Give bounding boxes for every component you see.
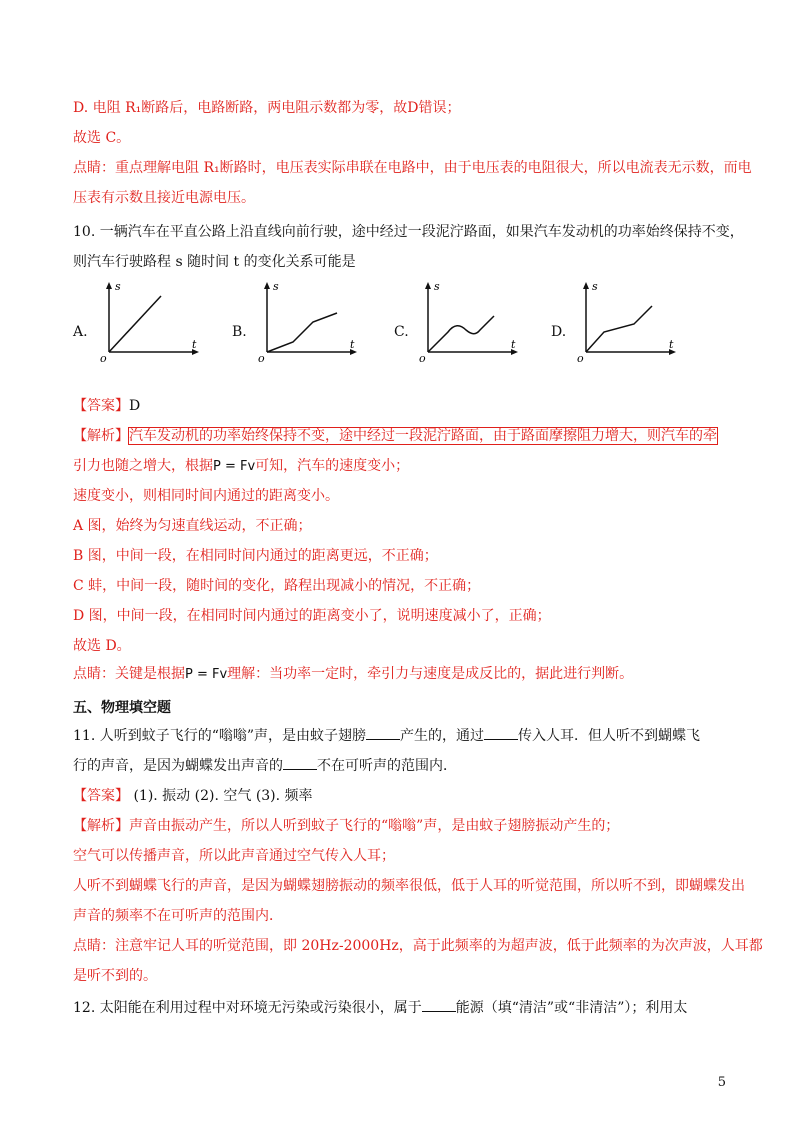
q11-part-a: 11. 人听到蚊子飞行的“嗡嗡”声，是由蚊子翅膀 (73, 728, 367, 744)
blank-1 (366, 727, 400, 740)
analysis-11-line-4: 声音的频率不在可听声的范围内． (73, 908, 283, 924)
formula-p-fv: P = Fv (213, 459, 256, 474)
analysis-11-line-2: 空气可以传播声音，所以此声音通过空气传入人耳； (73, 848, 395, 864)
answer-11-value: (1). 振动 (2). 空气 (3). 频率 (129, 788, 313, 804)
analysis-11-text: 声音由振动产生，所以人听到蚊子飞行的“嗡嗡”声，是由蚊子翅膀振动产生的； (129, 818, 620, 834)
graph-d-label: D. (551, 324, 567, 340)
analysis-10-line-3: 速度变小，则相同时间内通过的距离变小。 (73, 488, 339, 504)
graph-c (414, 280, 567, 370)
graph-a (95, 280, 245, 370)
graph-a-t-label: t (192, 338, 197, 351)
graph-c-s-label: s (434, 280, 440, 293)
graph-c-t-label: t (511, 338, 516, 351)
section-heading: 五、物理填空题 (73, 700, 171, 716)
answer-11-tag: 【答案】 (73, 788, 129, 804)
graph-a-label: A. (73, 324, 88, 340)
graph-b-t-label: t (350, 338, 355, 351)
graph-d-t-label: t (669, 338, 674, 351)
analysis-10-c: C 蚌，中间一段，随时间的变化，路程出现减小的情况，不正确； (73, 578, 481, 594)
graph-d-s-label: s (592, 280, 598, 293)
q11-part-d: 行的声音，是因为蝴蝶发出声音的 (73, 758, 283, 774)
analysis-text-b: 可知，汽车的速度变小； (255, 458, 410, 474)
analysis-10-a: A 图，始终为匀速直线运动，不正确； (73, 518, 312, 534)
text-line-d: D. 电阻 R₁断路后，电路断路，两电阻示数都为零，故D错误； (73, 100, 461, 116)
tip-text-a: 点睛：关键是根据 (73, 666, 185, 682)
answer-11 (73, 786, 313, 806)
graph-d (572, 280, 722, 370)
q11-part-b: 产生的，通过 (400, 728, 485, 744)
formula-p-fv-2: P = Fv (185, 667, 228, 682)
graph-a-origin-label: o (100, 352, 107, 365)
analysis-10-b: B 图，中间一段，在相同时间内通过的距离更远，不正确； (73, 548, 438, 564)
graph-c-origin-label: o (419, 352, 426, 365)
answer-10 (73, 396, 140, 416)
analysis-10-choose: 故选 D。 (73, 638, 131, 654)
question-11-line-2 (73, 756, 457, 776)
question-11-line-1 (73, 726, 700, 746)
blank-4 (422, 999, 456, 1012)
tip-10 (73, 664, 633, 685)
blank-2 (484, 727, 518, 740)
analysis-11-tag: 【解析】 (73, 818, 129, 834)
analysis-text: 汽车发动机的功率始终保持不变，途中经过一段泥泞路面，由于路面摩擦阻力增大，则汽车的牵 (129, 428, 717, 444)
analysis-11-line-3: 人听不到蝴蝶飞行的声音，是因为蝴蝶翅膀振动的频率很低，低于人耳的听觉范围，所以听不到，即蝴蝶发出 (73, 878, 745, 894)
q12-part-b: 能源（填“清洁”或“非清洁”）；利用太 (455, 1000, 688, 1016)
analysis-tag: 【解析】 (73, 428, 129, 444)
page-number: 5 (717, 1075, 726, 1090)
tip-11-line-2: 是听不到的。 (73, 968, 157, 984)
analysis-11-line-1 (73, 816, 619, 836)
graph-b (253, 280, 403, 370)
text-line-tip-1: 点睛：重点理解电阻 R₁断路时，电压表实际串联在电路中，由于电压表的电阻很大，所以电流表无示数，而电 (73, 160, 752, 176)
text-line-tip-2: 压表有示数且接近电源电压。 (73, 190, 255, 206)
graph-b-label: B. (232, 324, 247, 340)
tip-text-b: 理解：当功率一定时，牵引力与速度是成反比的，据此进行判断。 (227, 666, 634, 682)
text-line-choose-c: 故选 C。 (73, 130, 131, 146)
graph-d-origin-label: o (577, 352, 584, 365)
graph-b-origin-label: o (258, 352, 265, 365)
q12-part-a: 12. 太阳能在利用过程中对环境无污染或污染很小，属于 (73, 1000, 422, 1016)
question-12-line-1 (73, 998, 687, 1018)
analysis-10-line-2 (73, 456, 409, 477)
q11-part-e: 不在可听声的范围内． (317, 758, 457, 774)
graph-c-label: C. (394, 324, 409, 340)
tip-11-line-1: 点睛：注意牢记人耳的听觉范围，即 20Hz-2000Hz，高于此频率的为超声波，低于此频率的为次声波，人耳都 (73, 938, 763, 954)
analysis-10-line-1 (73, 426, 717, 446)
graph-b-s-label: s (273, 280, 279, 293)
question-10-line-1: 10. 一辆汽车在平直公路上沿直线向前行驶，途中经过一段泥泞路面，如果汽车发动机的功率始终保持不变， (73, 224, 744, 240)
analysis-text-a: 引力也随之增大，根据 (73, 458, 213, 474)
q11-part-c: 传入人耳．但人听不到蝴蝶飞 (518, 728, 701, 744)
answer-value: D (129, 398, 141, 414)
blank-3 (283, 757, 317, 770)
graph-a-s-label: s (115, 280, 121, 293)
analysis-10-d: D 图，中间一段，在相同时间内通过的距离变小了，说明速度减小了，正确； (73, 608, 551, 624)
answer-tag: 【答案】 (73, 398, 129, 414)
question-10-line-2: 则汽车行驶路程 s 随时间 t 的变化关系可能是 (73, 254, 356, 270)
